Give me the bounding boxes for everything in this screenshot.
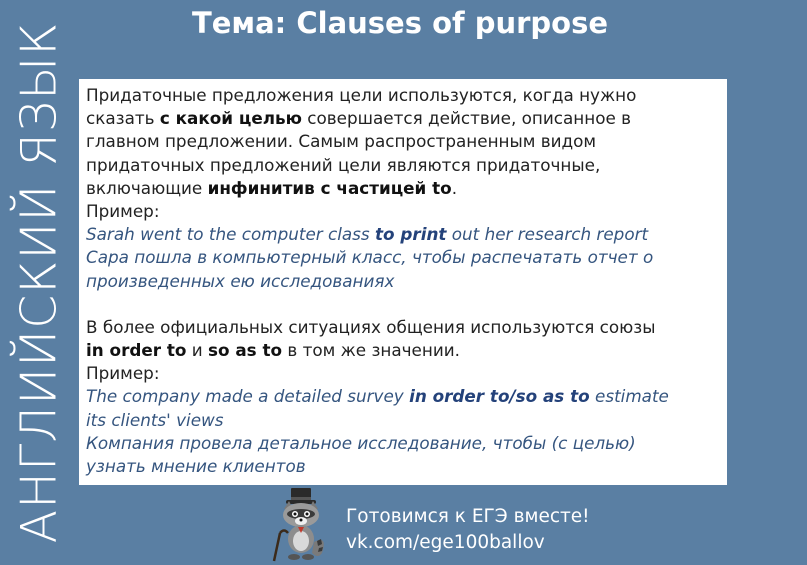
example-russian xyxy=(86,246,719,292)
example-text: узнать мнение клиентов xyxy=(86,456,306,477)
side-title-text: АНГЛИЙСКИЙ ЯЗЫК xyxy=(10,21,68,544)
example-emphasis: to print xyxy=(375,224,447,245)
example-text: Компания провела детальное исследование, чтобы (с целью) xyxy=(86,432,636,453)
rule-line: В более официальных ситуациях общения используются союзы xyxy=(86,316,656,337)
example-text: estimate xyxy=(589,386,669,407)
example-english xyxy=(86,223,719,246)
rule-line: и xyxy=(186,340,208,361)
rule-line: сказать xyxy=(86,108,160,129)
side-title xyxy=(6,0,72,565)
rule-line: . xyxy=(451,177,458,198)
rule-line: придаточных предложений цели являются придаточные, xyxy=(86,154,601,175)
rule-line: Придаточные предложения цели используются, когда нужно xyxy=(86,85,637,105)
rule-text xyxy=(86,84,719,200)
rule-emphasis: in order to xyxy=(86,340,187,361)
topic-heading: Тема: Clauses of purpose xyxy=(191,6,609,40)
rule-line: главном предложении. Самым распространенным видом xyxy=(86,131,597,152)
footer-link[interactable]: vk.com/ege100ballov xyxy=(346,532,545,553)
example-text: out her research report xyxy=(446,224,649,245)
example-text: произведенных ею исследованиях xyxy=(86,270,395,291)
rule-emphasis: so as to xyxy=(208,340,283,361)
spacer xyxy=(86,293,719,316)
rule-line: в том же значении. xyxy=(282,340,460,361)
footer xyxy=(346,504,590,556)
example-text: Sarah went to the computer class xyxy=(86,224,376,245)
footer-slogan: Готовимся к ЕГЭ вместе! xyxy=(346,506,590,527)
example-text: The company made a detailed survey xyxy=(86,386,410,407)
rule-line: включающие xyxy=(86,177,208,198)
rule-line: совершается действие, описанное в xyxy=(301,108,632,129)
rule-text xyxy=(86,316,719,362)
raccoon-mascot-icon xyxy=(262,487,340,565)
example-text: Сара пошла в компьютерный класс, чтобы распечатать отчет о xyxy=(86,247,654,268)
example-label: Пример: xyxy=(86,201,160,222)
example-label: Пример: xyxy=(86,363,160,384)
example-russian xyxy=(86,432,719,478)
example-emphasis: in order to/so as to xyxy=(409,386,590,407)
example-english xyxy=(86,385,719,431)
content-card xyxy=(79,79,727,485)
rule-emphasis: с какой целью xyxy=(159,108,302,129)
example-text: its clients' views xyxy=(86,409,224,430)
rule-emphasis: инфинитив с частицей to xyxy=(207,177,452,198)
